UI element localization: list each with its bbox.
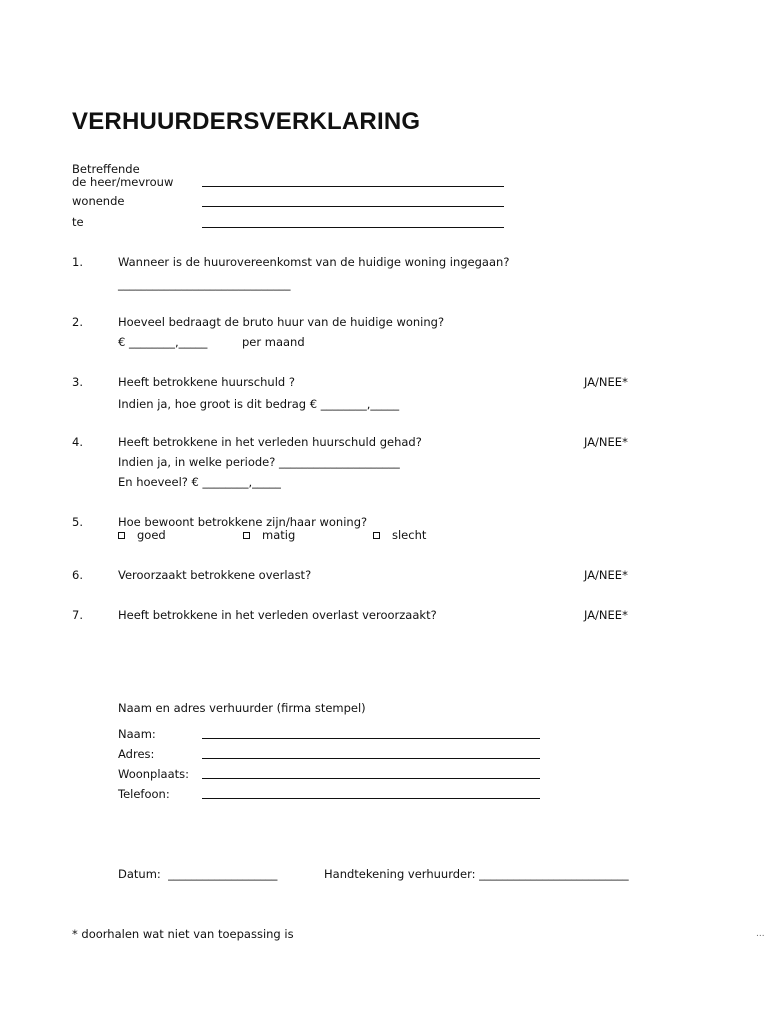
datum-field[interactable]: Datum: ___________________ [118,867,278,881]
q7-text: Heeft betrokkene in het verleden overlast veroorzaakt? [118,608,437,622]
label-heer-mevrouw: de heer/mevrouw [72,175,174,189]
page-marker: ... [756,929,765,939]
q4-text: Heeft betrokkene in het verleden huurschuld gehad? [118,435,422,449]
q2-number: 2. [72,315,83,329]
label-telefoon: Telefoon: [118,787,170,801]
q4-number: 4. [72,435,83,449]
q6-number: 6. [72,568,83,582]
landlord-heading: Naam en adres verhuurder (firma stempel) [118,701,366,715]
label-te: te [72,215,84,229]
q5-option-matig[interactable]: matig [243,528,295,542]
q3-followup[interactable]: Indien ja, hoe groot is dit bedrag € ________,_____ [118,397,400,411]
q4-followup-periode[interactable]: Indien ja, in welke periode? _____________________ [118,455,400,469]
field-woonplaats[interactable] [202,778,540,779]
q7-number: 7. [72,608,83,622]
q1-number: 1. [72,255,83,269]
q3-text: Heeft betrokkene huurschuld ? [118,375,295,389]
q3-number: 3. [72,375,83,389]
q2-text: Hoeveel bedraagt de bruto huur van de huidige woning? [118,315,445,329]
field-naam[interactable] [202,738,540,739]
label-adres: Adres: [118,747,155,761]
field-heer-mevrouw[interactable] [202,186,504,187]
field-wonende[interactable] [202,206,504,207]
handtekening-field[interactable]: Handtekening verhuurder: __________________________ [324,867,629,881]
page-title: VERHUURDERSVERKLARING [72,108,421,135]
q1-text: Wanneer is de huurovereenkomst van de huidige woning ingegaan? [118,255,510,269]
label-wonende: wonende [72,194,125,208]
field-adres[interactable] [202,758,540,759]
footnote: * doorhalen wat niet van toepassing is [72,927,294,941]
q4-answer[interactable]: JA/NEE* [584,435,628,449]
q2-per-maand: per maand [242,335,305,349]
field-te[interactable] [202,227,504,228]
q5-number: 5. [72,515,83,529]
label-betreffende: Betreffende [72,162,140,176]
checkbox-icon[interactable] [373,532,380,539]
label-woonplaats: Woonplaats: [118,767,190,781]
q5-option-goed[interactable]: goed [118,528,166,542]
q5-option-slecht[interactable]: slecht [373,528,426,542]
checkbox-icon[interactable] [118,532,125,539]
q3-answer[interactable]: JA/NEE* [584,375,628,389]
q1-blank[interactable]: ______________________________ [118,277,291,291]
q7-answer[interactable]: JA/NEE* [584,608,628,622]
q6-text: Veroorzaakt betrokkene overlast? [118,568,312,582]
field-telefoon[interactable] [202,798,540,799]
label-naam: Naam: [118,727,156,741]
q5-text: Hoe bewoont betrokkene zijn/haar woning? [118,515,368,529]
q6-answer[interactable]: JA/NEE* [584,568,628,582]
q4-followup-bedrag[interactable]: En hoeveel? € ________,_____ [118,475,281,489]
q2-amount[interactable]: € ________,_____ [118,335,208,349]
checkbox-icon[interactable] [243,532,250,539]
